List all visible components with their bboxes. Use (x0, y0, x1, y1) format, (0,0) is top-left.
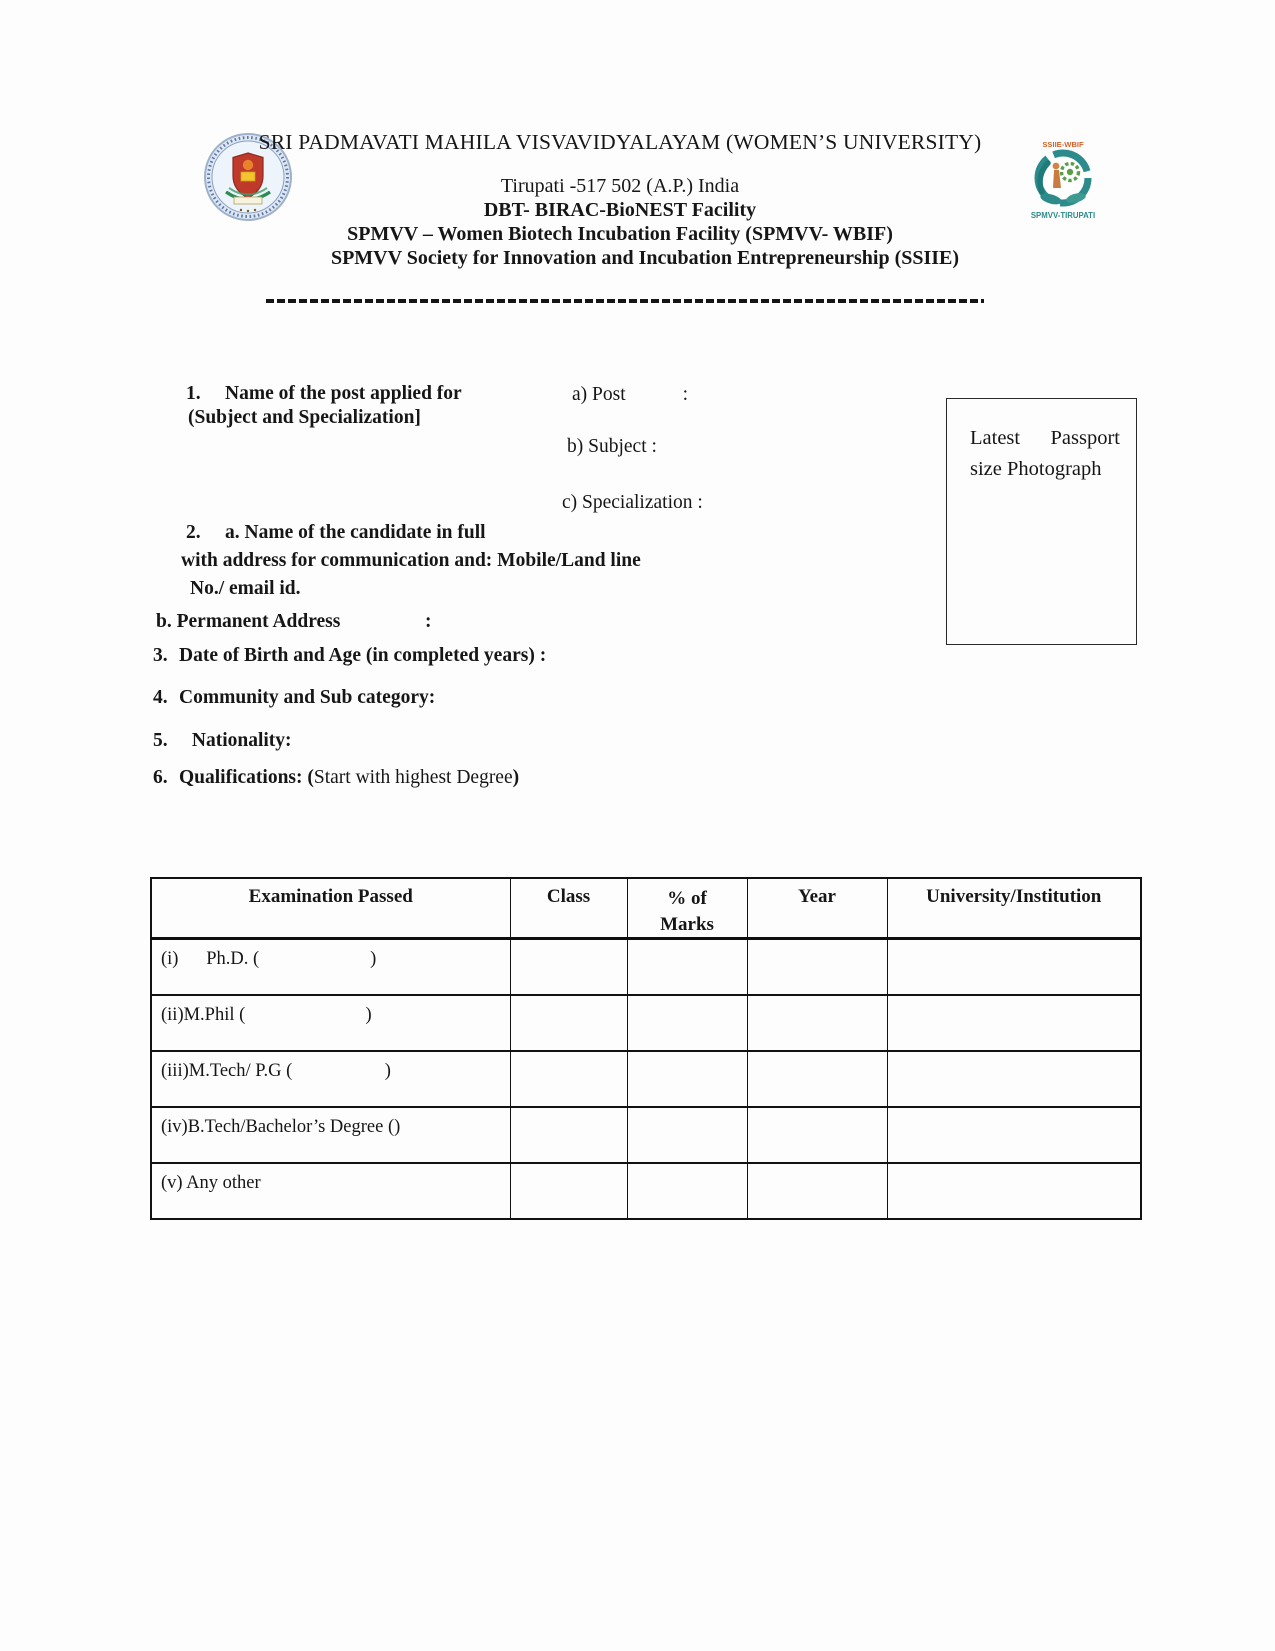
passport-photo-box (946, 398, 1137, 645)
marks-cell (627, 995, 747, 1051)
university-title: SRI PADMAVATI MAHILA VISVAVIDYALAYAM (WOMEN’S UNIVERSITY) (258, 130, 982, 154)
exam-cell: (iv)B.Tech/Bachelor’s Degree () (151, 1107, 510, 1163)
q2-number: 2. (186, 522, 201, 543)
class-cell (510, 939, 627, 995)
q1-number: 1. (186, 383, 201, 404)
year-cell (747, 939, 887, 995)
class-cell (510, 995, 627, 1051)
q3-number: 3. (153, 645, 168, 666)
table-row (151, 1051, 1141, 1107)
q1-sub-a-colon: : (682, 384, 689, 405)
col-header-year: Year (747, 878, 887, 939)
q1-label: 1. Name of the post applied for (186, 383, 462, 404)
col-header-marks: % of Marks (627, 878, 747, 939)
university-cell (887, 939, 1141, 995)
q4-number: 4. (153, 687, 168, 708)
ssiie-logo-top-text: SSIIE-WBIF (1042, 140, 1084, 149)
q2-label-line3: No./ email id. (190, 578, 301, 599)
q6-number: 6. (153, 767, 168, 788)
marks-cell (627, 1163, 747, 1219)
class-cell (510, 1051, 627, 1107)
q4-label: 4. Community and Sub category: (153, 687, 436, 708)
col-header-class: Class (510, 878, 627, 939)
ssiie-wbif-logo-icon (1018, 136, 1108, 222)
ssiie-logo-bottom-text: SPMVV-TIRUPATI (1030, 211, 1096, 220)
q1-label-line2: (Subject and Specialization] (188, 407, 421, 428)
year-cell (747, 1051, 887, 1107)
university-cell (887, 995, 1141, 1051)
university-cell (887, 1163, 1141, 1219)
address-line: Tirupati -517 502 (A.P.) India (500, 175, 740, 197)
dashed-divider (266, 299, 984, 303)
q2-label-line2: with address for communication and: Mobile/Land line (181, 550, 641, 571)
q2-permanent-address: b. Permanent Address : (156, 611, 432, 632)
year-cell (747, 995, 887, 1051)
q2-permanent-address-colon: : (425, 611, 432, 632)
year-cell (747, 1107, 887, 1163)
table-row (151, 939, 1141, 995)
passport-photo-label: Latest Passport size Photograph (970, 427, 1120, 480)
marks-cell (627, 939, 747, 995)
q6-label: 6. Qualifications: (Start with highest Degree) (153, 767, 520, 788)
q1-sub-b: b) Subject : (567, 436, 657, 457)
q5-number: 5. (153, 730, 168, 751)
class-cell (510, 1163, 627, 1219)
marks-cell (627, 1107, 747, 1163)
q3-label: 3. Date of Birth and Age (in completed years) : (153, 645, 547, 666)
col-header-examination: Examination Passed (151, 878, 510, 939)
q5-label: 5. Nationality: (153, 730, 292, 751)
class-cell (510, 1107, 627, 1163)
society-line: SPMVV Society for Innovation and Incubation Entrepreneurship (SSIIE) (330, 247, 960, 269)
marks-cell (627, 1051, 747, 1107)
exam-cell: (ii)M.Phil ( ) (151, 995, 510, 1051)
exam-cell: (i) Ph.D. ( ) (151, 939, 510, 995)
table-row (151, 995, 1141, 1051)
table-row (151, 1107, 1141, 1163)
q2-label: 2. a. Name of the candidate in full (186, 522, 486, 543)
table-row (151, 1163, 1141, 1219)
year-cell (747, 1163, 887, 1219)
facility-line: DBT- BIRAC-BioNEST Facility (483, 199, 757, 221)
q1-sub-a: a) Post : (572, 384, 689, 405)
qualifications-table (150, 877, 1142, 1220)
col-header-university: University/Institution (887, 878, 1141, 939)
university-cell (887, 1051, 1141, 1107)
table-header-row (151, 878, 1141, 939)
university-cell (887, 1107, 1141, 1163)
incubation-facility-line: SPMVV – Women Biotech Incubation Facility (SPMVV- WBIF) (347, 223, 893, 245)
exam-cell: (v) Any other (151, 1163, 510, 1219)
q1-sub-c: c) Specialization : (562, 492, 703, 513)
exam-cell: (iii)M.Tech/ P.G ( ) (151, 1051, 510, 1107)
